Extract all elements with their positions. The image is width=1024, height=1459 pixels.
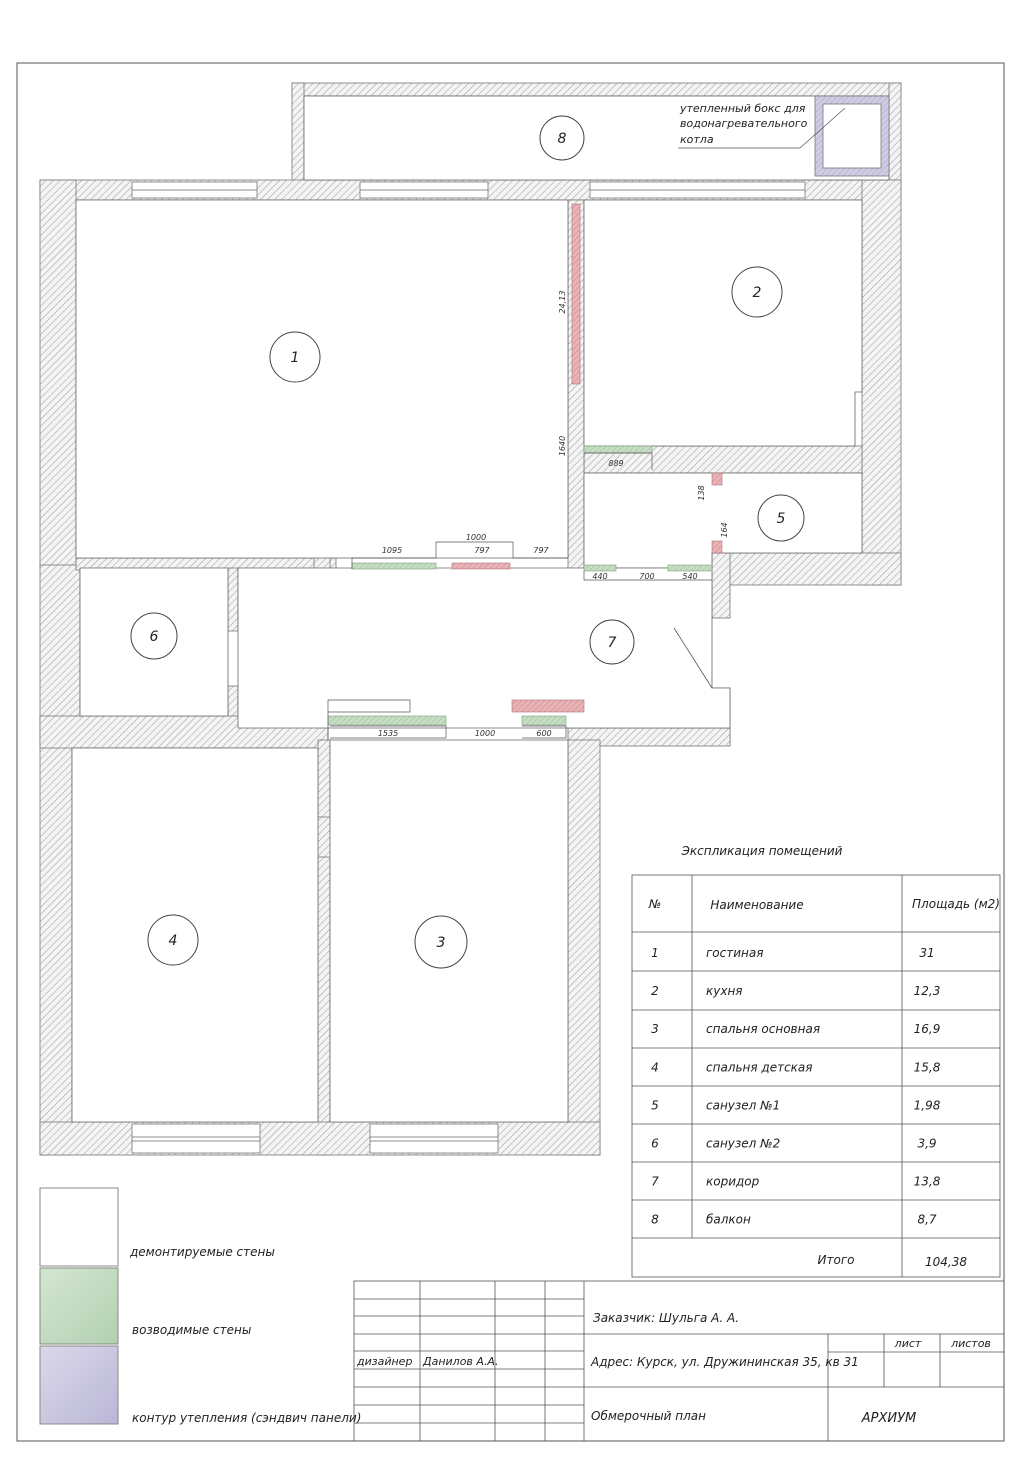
dim-label: 540: [682, 572, 698, 581]
svg-text:водонагревательного: водонагревательного: [680, 117, 808, 130]
dim-label: 164: [720, 522, 729, 538]
row-name: балкон: [706, 1212, 751, 1227]
row-name: гостиная: [706, 946, 764, 960]
svg-text:утепленный бокс для: утепленный бокс для: [680, 102, 806, 115]
svg-text:6: 6: [149, 629, 159, 645]
room-marker-8: [540, 116, 584, 160]
row-area: 3,9: [917, 1136, 937, 1151]
row-num: 6: [651, 1136, 659, 1151]
title-block: [354, 1281, 1004, 1441]
col-header-name: Наименование: [710, 898, 804, 912]
row-area: 15,8: [913, 1060, 941, 1075]
svg-text:2: 2: [752, 285, 762, 301]
row-num: 5: [651, 1098, 659, 1113]
room-marker-3: [415, 916, 467, 968]
designer-name: Данилов А.А.: [423, 1355, 499, 1368]
svg-text:котла: котла: [680, 133, 714, 146]
row-area: 8,7: [917, 1212, 937, 1227]
client: Заказчик: Шульга А. А.: [593, 1311, 740, 1325]
row-num: 3: [651, 1022, 659, 1037]
row-name: спальня детская: [706, 1060, 813, 1075]
row-num: 7: [651, 1174, 659, 1189]
sheets-label: листов: [951, 1337, 991, 1350]
room-marker-1: [270, 332, 320, 382]
dim-label: 1000: [474, 729, 496, 738]
row-num: 4: [651, 1060, 659, 1075]
row-area: 13,8: [913, 1174, 941, 1189]
room-marker-2: [732, 267, 782, 317]
dim-label: 1535: [377, 729, 399, 738]
row-name: коридор: [706, 1174, 760, 1189]
row-name: кухня: [706, 984, 743, 999]
dim-label: 24,13: [558, 290, 567, 314]
legend-swatch-erected: [40, 1268, 118, 1344]
row-name: санузел №2: [706, 1136, 781, 1151]
row-area: 12,3: [913, 984, 941, 999]
row-num: 8: [651, 1212, 659, 1227]
row-name: спальня основная: [706, 1022, 821, 1037]
room-marker-6: [131, 613, 177, 659]
dim-label: 138: [697, 485, 706, 501]
dim-label: 1000: [465, 533, 487, 542]
row-num: 2: [651, 984, 659, 999]
sheet-label: лист: [894, 1337, 922, 1350]
room-interiors: [72, 96, 889, 1122]
legend-swatch-demolished: [40, 1188, 118, 1266]
drawing-title: Обмерочный план: [591, 1409, 706, 1423]
svg-text:3: 3: [436, 935, 446, 951]
total-value: 104,38: [925, 1255, 967, 1269]
svg-text:5: 5: [776, 511, 786, 527]
svg-text:8: 8: [557, 131, 567, 147]
address: Адрес: Курск, ул. Дружининская 35, кв 31: [591, 1355, 859, 1369]
dim-label: 1095: [381, 546, 403, 555]
legend-swatch-insulation: [40, 1346, 118, 1424]
row-area: 1,98: [913, 1098, 941, 1113]
row-area: 16,9: [913, 1022, 941, 1037]
dim-label: 797: [474, 546, 490, 555]
row-num: 1: [651, 946, 659, 960]
legend-label: демонтируемые стены: [130, 1245, 275, 1259]
room-marker-5: [758, 495, 804, 541]
dim-label: 889: [608, 459, 624, 468]
legend: [40, 1188, 361, 1425]
svg-text:7: 7: [607, 635, 617, 651]
dim-label: 600: [536, 729, 552, 738]
dim-label: 440: [592, 572, 608, 581]
col-header-area: Площадь (м2): [912, 897, 1000, 911]
dim-label: 1640: [558, 435, 567, 457]
dim-label: 797: [533, 546, 549, 555]
room-marker-7: [590, 620, 634, 664]
legend-label: возводимые стены: [132, 1323, 252, 1337]
designer-role: дизайнер: [357, 1355, 413, 1368]
legend-label: контур утепления (сэндвич панели): [132, 1411, 362, 1425]
row-name: санузел №1: [706, 1098, 781, 1113]
col-header-num: №: [648, 897, 662, 911]
explication-table: [632, 844, 1000, 1277]
row-area: 31: [919, 946, 935, 960]
svg-text:1: 1: [290, 350, 300, 366]
company: АРХИУМ: [861, 1411, 917, 1426]
explication-title: Экспликация помещений: [681, 844, 843, 858]
svg-text:4: 4: [168, 933, 178, 949]
total-label: Итого: [817, 1253, 855, 1267]
dim-label: 700: [639, 572, 655, 581]
room-marker-4: [148, 915, 198, 965]
